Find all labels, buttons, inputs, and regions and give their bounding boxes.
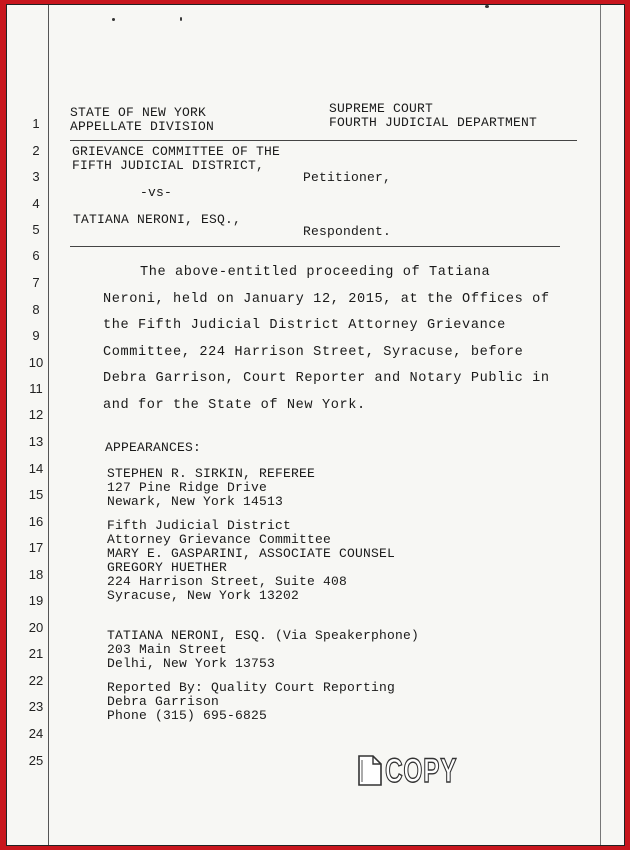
petitioner-name-line-2: FIFTH JUDICIAL DISTRICT, — [72, 158, 265, 173]
line-number: 20 — [28, 620, 44, 635]
body-line-3: the Fifth Judicial District Attorney Grievance — [103, 318, 506, 333]
respondent-address-2: Delhi, New York 13753 — [107, 656, 276, 671]
line-number: 13 — [28, 434, 44, 449]
committee-line-2: Attorney Grievance Committee — [107, 532, 332, 547]
line-number: 24 — [28, 726, 44, 741]
body-line-5: Debra Garrison, Court Reporter and Notary Public in — [103, 371, 550, 386]
line-number: 14 — [28, 461, 44, 476]
line-number: 4 — [32, 196, 40, 211]
committee-attorney: GREGORY HUETHER — [107, 560, 228, 575]
transcript-page — [6, 4, 625, 846]
line-number: 17 — [28, 540, 44, 555]
line-number: 22 — [28, 673, 44, 688]
line-number: 11 — [29, 381, 43, 396]
scan-speck — [485, 5, 489, 8]
line-number: 18 — [28, 567, 44, 582]
committee-line-1: Fifth Judicial District — [107, 518, 292, 533]
line-number: 1 — [32, 116, 40, 131]
committee-address-1: 224 Harrison Street, Suite 408 — [107, 574, 348, 589]
petitioner-role: Petitioner, — [303, 170, 392, 185]
reporter-name: Debra Garrison — [107, 694, 220, 709]
body-line-2: Neroni, held on January 12, 2015, at the Offices of — [103, 292, 550, 307]
respondent-role: Respondent. — [303, 224, 392, 239]
court-name-line-1: STATE OF NEW YORK — [70, 105, 207, 120]
line-number: 9 — [32, 328, 40, 343]
versus-label: -vs- — [140, 185, 173, 200]
referee-name: STEPHEN R. SIRKIN, REFEREE — [107, 466, 316, 481]
reporter-line-1: Reported By: Quality Court Reporting — [107, 680, 396, 695]
line-number: 6 — [32, 248, 40, 263]
caption-bottom-rule — [70, 246, 560, 247]
copy-stamp-text: COPY — [385, 752, 458, 790]
scan-speck — [112, 18, 115, 21]
line-number: 3 — [32, 169, 40, 184]
referee-address-2: Newark, New York 14513 — [107, 494, 284, 509]
line-number: 21 — [28, 646, 44, 661]
line-number: 19 — [28, 593, 44, 608]
respondent-name: TATIANA NERONI, ESQ., — [73, 212, 242, 227]
line-number: 8 — [32, 302, 40, 317]
appearances-heading: APPEARANCES: — [105, 440, 202, 455]
line-number: 16 — [28, 514, 44, 529]
document-icon — [355, 750, 385, 788]
committee-counsel: MARY E. GASPARINI, ASSOCIATE COUNSEL — [107, 546, 396, 561]
line-number: 12 — [28, 407, 44, 422]
committee-address-2: Syracuse, New York 13202 — [107, 588, 300, 603]
line-number: 2 — [32, 143, 40, 158]
body-line-1: The above-entitled proceeding of Tatiana — [140, 265, 491, 280]
body-line-6: and for the State of New York. — [103, 398, 366, 413]
respondent-appearance: TATIANA NERONI, ESQ. (Via Speakerphone) — [107, 628, 420, 643]
line-number: 23 — [28, 699, 44, 714]
court-right-line-1: SUPREME COURT — [329, 101, 434, 116]
respondent-address-1: 203 Main Street — [107, 642, 228, 657]
reporter-phone: Phone (315) 695-6825 — [107, 708, 268, 723]
line-number: 15 — [28, 487, 44, 502]
petitioner-name-line-1: GRIEVANCE COMMITTEE OF THE — [72, 144, 281, 159]
court-name-line-2: APPELLATE DIVISION — [70, 119, 215, 134]
court-right-line-2: FOURTH JUDICIAL DEPARTMENT — [329, 115, 538, 130]
scan-speck — [180, 17, 182, 21]
line-number: 5 — [32, 222, 40, 237]
line-number: 10 — [28, 355, 44, 370]
referee-address-1: 127 Pine Ridge Drive — [107, 480, 268, 495]
body-line-4: Committee, 224 Harrison Street, Syracuse, before — [103, 345, 524, 360]
line-number: 7 — [32, 275, 40, 290]
copy-stamp — [355, 750, 485, 788]
line-number: 25 — [28, 753, 44, 768]
caption-top-rule — [70, 140, 577, 141]
